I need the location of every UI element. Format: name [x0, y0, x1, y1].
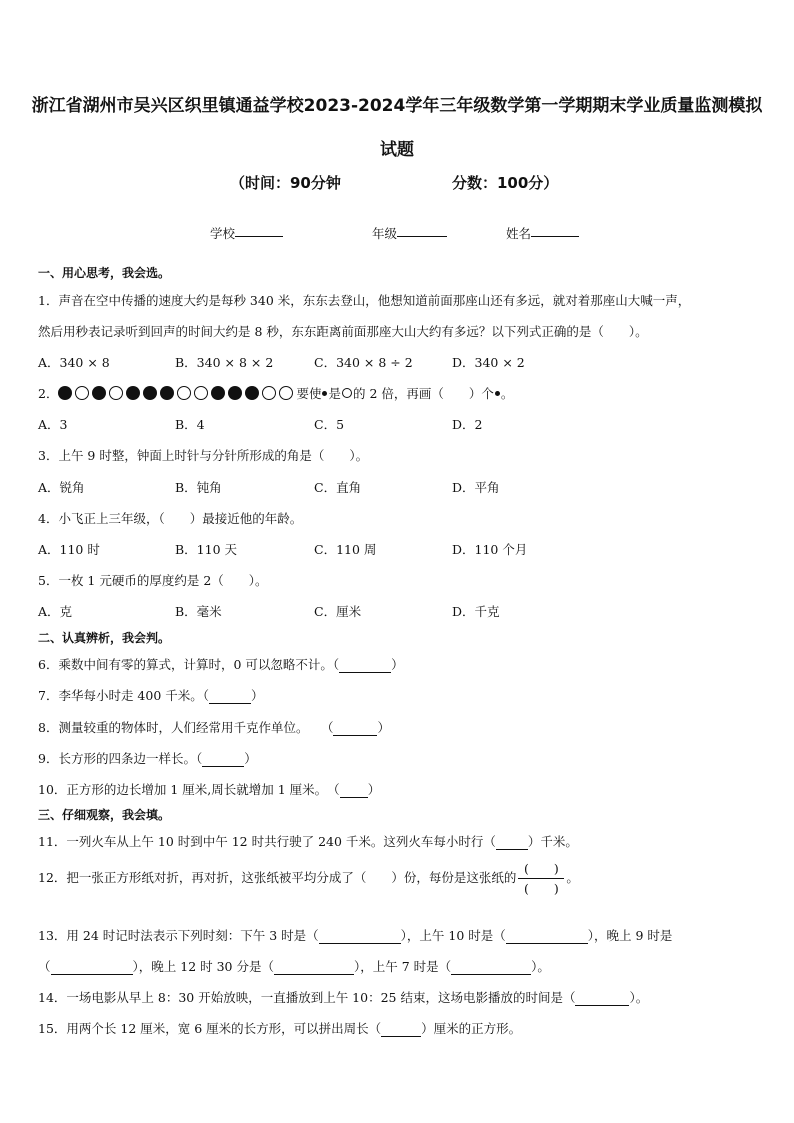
option-d[interactable]: D．平角 [452, 480, 500, 495]
filled-dot-icon [245, 386, 259, 400]
option-b[interactable]: B．4 [175, 417, 205, 432]
grade-field [372, 224, 397, 242]
section-3-heading: 三、仔细观察，我会填。 [38, 808, 171, 822]
close-paren: ） [367, 782, 381, 797]
question-2 [38, 384, 513, 402]
name-label: 姓名 [506, 226, 532, 241]
filled-dot-icon [143, 386, 157, 400]
school-blank[interactable] [235, 224, 283, 237]
option-c[interactable]: C．厘米 [314, 604, 362, 619]
question-12-text-end: 。 [566, 870, 579, 885]
fraction-denominator[interactable]: ( ) [524, 881, 559, 896]
question-15-text: 15．用两个长 12 厘米，宽 6 厘米的长方形，可以拼出周长（ [38, 1021, 382, 1036]
answer-blank[interactable] [451, 962, 531, 975]
question-14 [38, 988, 648, 1006]
question-6 [38, 655, 404, 673]
option-d[interactable]: D．2 [452, 417, 483, 432]
school-label: 学校 [210, 226, 236, 241]
question-13-line-2 [38, 957, 550, 975]
question-1-line-1: 1．声音在空中传播的速度大约是每秒 340 米，东东去登山，他想知道前面那座山还有多远，就对着那座山大喊一声， [38, 293, 691, 308]
hollow-circle-icon [177, 386, 191, 400]
question-11 [38, 832, 578, 850]
dot-row [58, 386, 296, 401]
option-c[interactable]: C．直角 [314, 480, 362, 495]
answer-blank[interactable] [496, 837, 528, 850]
fraction-bar [518, 878, 564, 879]
answer-blank[interactable] [274, 962, 354, 975]
option-b[interactable]: B．340 × 8 × 2 [175, 355, 274, 370]
fraction-answer[interactable] [518, 860, 564, 897]
hollow-circle-icon [194, 386, 208, 400]
option-a[interactable]: A．3 [38, 417, 68, 432]
answer-blank[interactable] [575, 993, 629, 1006]
question-9-text: 9．长方形的四条边一样长。（ [38, 751, 203, 766]
answer-blank[interactable] [340, 785, 368, 798]
question-6-text: 6．乘数中间有零的算式，计算时，0 可以忽略不计。（ [38, 657, 340, 672]
close-paren: ） [377, 720, 390, 735]
option-c[interactable]: C．5 [314, 417, 345, 432]
option-a[interactable]: A．110 时 [38, 542, 100, 557]
answer-blank[interactable] [333, 723, 377, 736]
option-c[interactable]: C．110 周 [314, 542, 377, 557]
question-5: 5．一枚 1 元硬币的厚度约是 2（ ）。 [38, 573, 268, 588]
question-14-text: 14．一场电影从早上 8：30 开始放映，一直播放到上午 10：25 结束，这场电影播放的时间是（ [38, 990, 576, 1005]
option-d[interactable]: D．110 个月 [452, 542, 528, 557]
question-13-text-5: ），晚上 12 时 30 分是（ [132, 959, 274, 974]
filled-dot-icon [211, 386, 225, 400]
grade-label: 年级 [372, 226, 398, 241]
option-a[interactable]: A．锐角 [38, 480, 85, 495]
small-circle-icon [342, 388, 352, 398]
question-11-text-end: ）千米。 [527, 834, 578, 849]
answer-blank[interactable] [51, 962, 133, 975]
answer-blank[interactable] [209, 691, 251, 704]
question-8-text: 8．测量较重的物体时，人们经常用千克作单位。 （ [38, 720, 334, 735]
filled-dot-icon [228, 386, 242, 400]
answer-blank[interactable] [339, 660, 391, 673]
option-d[interactable]: D．千克 [452, 604, 500, 619]
question-8 [38, 718, 390, 736]
question-15-text-end: ）厘米的正方形。 [421, 1021, 522, 1036]
hollow-circle-icon [109, 386, 123, 400]
school-field [210, 224, 235, 242]
fraction-numerator[interactable]: ( ) [524, 861, 559, 876]
filled-dot-icon [58, 386, 72, 400]
answer-blank[interactable] [381, 1024, 421, 1037]
filled-dot-icon [92, 386, 106, 400]
filled-dot-icon [126, 386, 140, 400]
question-4: 4．小飞正上三年级，（ ）最接近他的年龄。 [38, 511, 303, 526]
section-2-heading: 二、认真辨析，我会判。 [38, 631, 171, 645]
answer-blank[interactable] [202, 754, 244, 767]
option-b[interactable]: B．钝角 [175, 480, 222, 495]
question-13-text-3: ），晚上 9 时是 [587, 928, 673, 943]
small-dot-icon [322, 391, 327, 396]
question-7 [38, 686, 264, 704]
option-b[interactable]: B．毫米 [175, 604, 222, 619]
exam-time: （时间：90分钟 [230, 174, 341, 192]
option-a[interactable]: A．340 × 8 [38, 355, 110, 370]
question-13-text-4: （ [38, 959, 51, 974]
hollow-circle-icon [262, 386, 276, 400]
hollow-circle-icon [279, 386, 293, 400]
close-paren: ） [251, 688, 264, 703]
option-a[interactable]: A．克 [38, 604, 73, 619]
filled-dot-icon [160, 386, 174, 400]
question-10-text: 10．正方形的边长增加 1 厘米,周长就增加 1 厘米。 （ [38, 782, 340, 797]
question-13-line-1 [38, 926, 672, 944]
answer-blank[interactable] [506, 931, 588, 944]
exam-score: 分数：100分） [452, 174, 559, 192]
name-field [506, 224, 531, 242]
question-9 [38, 749, 257, 767]
question-12 [38, 860, 579, 897]
option-d[interactable]: D．340 × 2 [452, 355, 525, 370]
option-c[interactable]: C．340 × 8 ÷ 2 [314, 355, 413, 370]
question-14-text-end: ）。 [629, 990, 649, 1005]
question-10 [38, 780, 380, 798]
question-15 [38, 1019, 521, 1037]
question-13-text-1: 13．用 24 时记时法表示下列时刻：下午 3 时是（ [38, 928, 319, 943]
hollow-circle-icon [75, 386, 89, 400]
question-2-text-4: 。 [500, 386, 514, 401]
small-dot-icon [495, 391, 500, 396]
name-blank[interactable] [531, 224, 579, 237]
close-paren: ） [391, 657, 404, 672]
option-b[interactable]: B．110 天 [175, 542, 238, 557]
question-1-line-2: 然后用秒表记录听到回声的时间大约是 8 秒，东东距离前面那座大山大约有多远？以下列式正确的是（ ）。 [38, 324, 648, 339]
question-12-text: 12．把一张正方形纸对折，再对折，这张纸被平均分成了（ ）份，每份是这张纸的 [38, 870, 517, 885]
question-2-text-3: 的 2 倍，再画（ ）个 [352, 386, 494, 401]
question-13-text-2: ），上午 10 时是（ [400, 928, 506, 943]
question-13-text-7: ）。 [531, 959, 550, 974]
grade-blank[interactable] [397, 224, 447, 237]
question-2-number: 2． [38, 386, 59, 401]
close-paren: ） [244, 751, 257, 766]
answer-blank[interactable] [319, 931, 401, 944]
question-2-text-1: 要使 [296, 386, 322, 401]
question-7-text: 7．李华每小时走 400 千米。（ [38, 688, 210, 703]
exam-title: 浙江省湖州市吴兴区织里镇通益学校2023-2024学年三年级数学第一学期期末学业质量监测模拟试题 [31, 96, 763, 160]
question-2-text-2: 是 [328, 386, 341, 401]
question-11-text: 11．一列火车从上午 10 时到中午 12 时共行驶了 240 千米。这列火车每小时行（ [38, 834, 496, 849]
section-1-heading: 一、用心思考，我会选。 [38, 266, 171, 280]
question-3: 3．上午 9 时整，钟面上时针与分针所形成的角是（ ）。 [38, 448, 369, 463]
question-13-text-6: ），上午 7 时是（ [353, 959, 452, 974]
